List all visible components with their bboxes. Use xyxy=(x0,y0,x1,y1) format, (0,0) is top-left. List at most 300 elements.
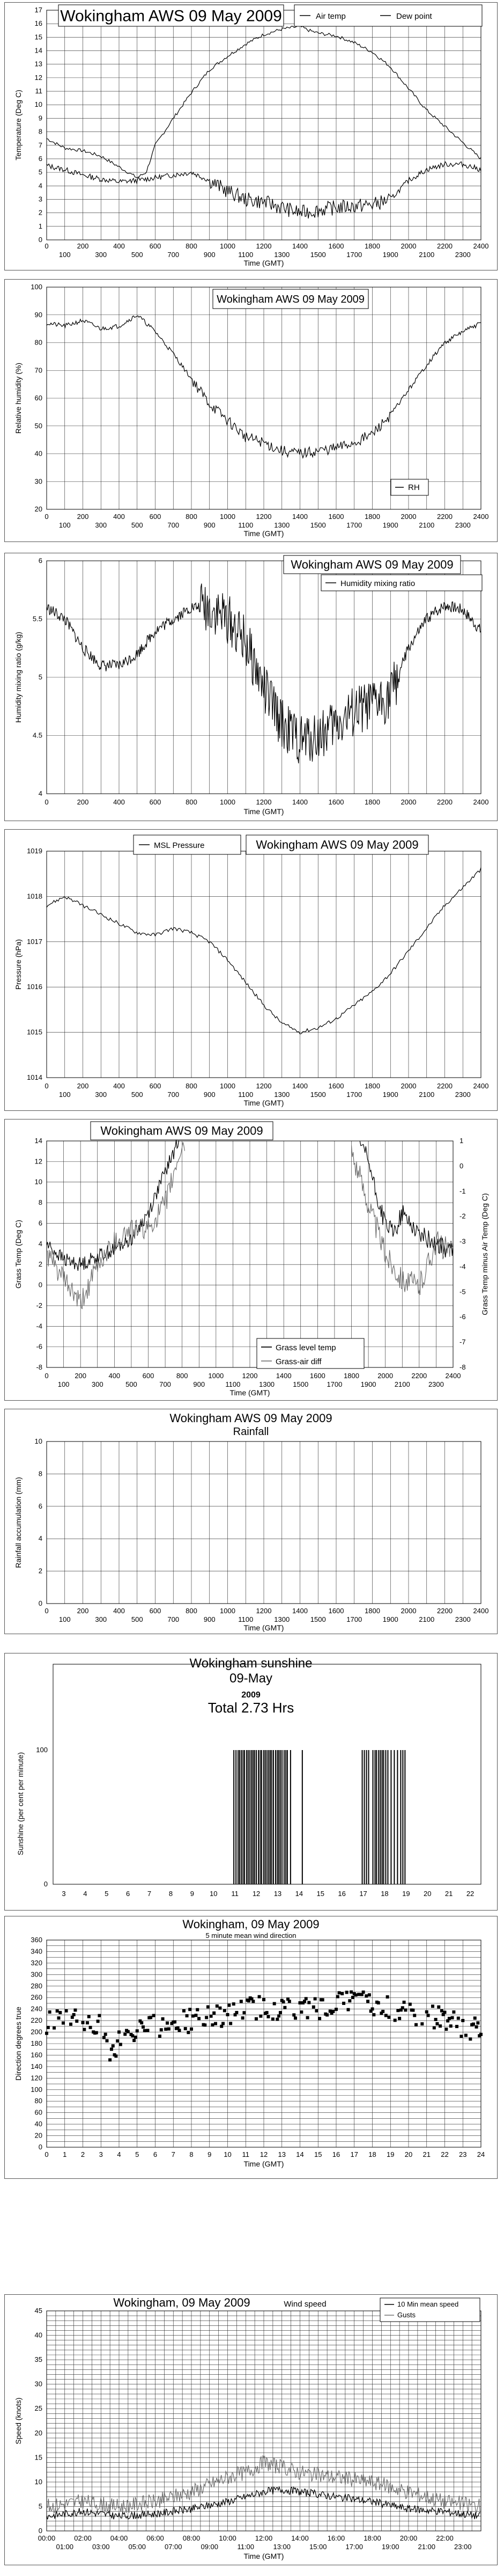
x-tick-label: 2300 xyxy=(455,521,471,529)
chart-title: Wokingham AWS 09 May 2009 xyxy=(169,1411,332,1425)
mixing-ratio-chart-panel xyxy=(4,553,498,821)
x-tick-label: 600 xyxy=(149,1607,161,1615)
wind-direction-point xyxy=(288,2000,291,2003)
y-tick-label: 160 xyxy=(31,2051,42,2059)
x-tick-label: 400 xyxy=(113,513,125,521)
wind-direction-point xyxy=(58,2011,62,2014)
x-tick-label: 0 xyxy=(45,1372,49,1380)
wind-direction-point xyxy=(45,2032,48,2035)
y-tick-label: 220 xyxy=(31,2016,42,2025)
chart-title: Wokingham, 09 May 2009 xyxy=(113,2296,250,2309)
y-tick-label: 5 xyxy=(38,2502,42,2511)
y-tick-label: 8 xyxy=(38,1198,42,1207)
x-tick-label: 1600 xyxy=(328,513,344,521)
wind-direction-point xyxy=(461,2019,464,2022)
y-tick-label: 5.5 xyxy=(32,614,42,623)
y-tick-label: 4 xyxy=(38,1534,42,1543)
wind-direction-point xyxy=(57,2016,61,2019)
y-tick-label: 45 xyxy=(34,2307,42,2315)
x-tick-label: 600 xyxy=(142,1372,154,1380)
x-tick-label: 1100 xyxy=(238,521,254,529)
y-tick-label: 320 xyxy=(31,1958,42,1967)
wind-direction-point xyxy=(283,2006,286,2009)
wind-direction-point xyxy=(347,2008,350,2011)
pressure-chart xyxy=(5,830,497,1110)
y-tick-label: 17 xyxy=(34,6,42,14)
x-tick-label: 1300 xyxy=(274,251,290,259)
x-tick-label: 1700 xyxy=(346,251,362,259)
x-tick-label: 20 xyxy=(424,1890,432,1898)
wind-direction-point xyxy=(166,2022,169,2025)
wind-direction-point xyxy=(335,2008,338,2011)
y-tick-label: 0 xyxy=(43,1880,48,1888)
y-tick-label: -6 xyxy=(36,1342,42,1351)
x-tick-label: 800 xyxy=(186,1082,197,1090)
x-tick-label: 700 xyxy=(167,1091,180,1099)
y-tick-label: 1016 xyxy=(27,983,42,991)
x-tick-label: 2100 xyxy=(419,1615,435,1623)
wind-direction-point xyxy=(401,2006,404,2009)
wind-direction-point xyxy=(307,2001,310,2004)
x-tick-label: 12 xyxy=(260,2150,268,2158)
legend-label-pressure: MSL Pressure xyxy=(154,841,205,850)
x-tick-label: 19 xyxy=(402,1890,410,1898)
wind-direction-point xyxy=(396,2009,399,2012)
x-tick-label: 1900 xyxy=(360,1380,376,1388)
wind-direction-point xyxy=(435,2022,439,2025)
x-tick-label: 2200 xyxy=(437,798,453,806)
wind-direction-point xyxy=(299,2001,302,2004)
x-tick-label: 2100 xyxy=(419,251,435,259)
x-tick-label: 20 xyxy=(404,2150,413,2158)
x-tick-label: 1800 xyxy=(365,242,380,250)
x-tick-label: 1600 xyxy=(328,1082,344,1090)
x-axis-label: Time (GMT) xyxy=(243,807,284,816)
x-tick-label: 06:00 xyxy=(146,2534,164,2542)
wind-direction-point xyxy=(86,2021,89,2024)
chart-title: Wokingham, 09 May 2009 xyxy=(182,1918,320,1931)
x-tick-label: 1000 xyxy=(220,513,235,521)
chart-title: Wokingham sunshine xyxy=(189,1656,313,1671)
wind-direction-point xyxy=(226,2013,229,2016)
mixing-ratio-chart xyxy=(5,553,497,821)
wind-direction-point xyxy=(191,2014,195,2017)
wind-direction-point xyxy=(214,2022,217,2025)
wind-direction-point xyxy=(173,2020,176,2023)
wind-direction-point xyxy=(112,2044,115,2047)
wind-direction-point xyxy=(282,2000,285,2003)
x-tick-label: 500 xyxy=(131,1615,143,1623)
y-tick-label: 40 xyxy=(34,2331,42,2339)
x-tick-label: 2100 xyxy=(419,521,435,529)
wind-direction-point xyxy=(229,2022,232,2025)
y-tick-label: 100 xyxy=(31,2085,42,2094)
x-tick-label: 100 xyxy=(58,521,71,529)
x-tick-label: 0 xyxy=(45,1607,49,1615)
wind-direction-point xyxy=(136,2029,139,2032)
y-tick-label: 4.5 xyxy=(32,731,42,740)
wind-direction-point xyxy=(119,2043,122,2046)
y-tick-label: -7 xyxy=(459,1338,466,1346)
x-tick-label: 900 xyxy=(203,521,216,529)
wind-direction-point xyxy=(188,2008,191,2011)
y-tick-label: 9 xyxy=(38,114,42,122)
x-tick-label: 800 xyxy=(186,1607,197,1615)
wind-direction-point xyxy=(459,2035,463,2038)
x-tick-label: 100 xyxy=(58,251,71,259)
series-line-gusts xyxy=(47,2455,480,2513)
wind-direction-point xyxy=(449,2024,453,2028)
wind-direction-point xyxy=(72,2013,76,2016)
rainfall-chart-panel xyxy=(4,1409,498,1634)
humidity-chart-panel xyxy=(4,279,498,542)
x-tick-label: 1900 xyxy=(382,251,398,259)
y-tick-label: 70 xyxy=(34,366,42,375)
y-tick-label: 14 xyxy=(34,1137,42,1145)
y-tick-label: 200 xyxy=(31,2028,42,2036)
y-tick-label: 1018 xyxy=(27,892,42,901)
wind-direction-point xyxy=(294,2016,297,2019)
wind-direction-point xyxy=(476,2021,479,2024)
wind-direction-point xyxy=(464,2034,468,2037)
wind-direction-point xyxy=(116,2039,119,2043)
x-tick-label: 1200 xyxy=(256,1082,272,1090)
wind-direction-point xyxy=(131,2034,134,2037)
x-tick-label: 4 xyxy=(83,1890,87,1898)
x-tick-label: 10:00 xyxy=(219,2534,236,2542)
wind-direction-point xyxy=(321,1998,324,2001)
y-tick-label: 2 xyxy=(38,1567,42,1575)
x-tick-label: 200 xyxy=(77,1082,89,1090)
wind-direction-point xyxy=(350,1990,353,1994)
chart-title: Wokingham AWS 09 May 2009 xyxy=(217,294,365,305)
x-tick-label: 900 xyxy=(203,1615,216,1623)
x-tick-label: 700 xyxy=(167,521,180,529)
y-tick-label: 13 xyxy=(34,60,42,68)
wind-direction-point xyxy=(240,2000,243,2003)
wind-direction-point xyxy=(140,2021,143,2024)
chart-title: Wokingham AWS 09 May 2009 xyxy=(256,838,419,852)
y-tick-label: 90 xyxy=(34,310,42,319)
x-tick-label: 1500 xyxy=(310,1091,326,1099)
y-tick-label: 260 xyxy=(31,1993,42,2002)
x-tick-label: 8 xyxy=(168,1890,173,1898)
y-axis-label: Rainfall accumulation (mm) xyxy=(14,1477,23,1568)
y-tick-label: 40 xyxy=(34,449,42,458)
x-tick-label: 0 xyxy=(45,1082,49,1090)
x-tick-label: 1800 xyxy=(365,1082,380,1090)
wind-direction-point xyxy=(83,2028,86,2031)
x-tick-label: 16:00 xyxy=(327,2534,345,2542)
x-tick-label: 1000 xyxy=(208,1372,224,1380)
x-axis-label: Time (GMT) xyxy=(243,259,284,267)
wind-direction-point xyxy=(398,2017,401,2020)
wind-direction-point xyxy=(276,2018,279,2021)
y-tick-label: 6 xyxy=(38,1219,42,1227)
x-tick-label: 23 xyxy=(459,2150,467,2158)
x-tick-label: 1400 xyxy=(292,798,308,806)
wind-direction-point xyxy=(149,2016,152,2019)
wind-direction-point xyxy=(259,2015,262,2018)
wind-direction-point xyxy=(216,2004,219,2008)
y-tick-label: 3 xyxy=(38,195,42,203)
x-tick-label: 2300 xyxy=(455,1091,471,1099)
x-tick-label: 2300 xyxy=(455,1615,471,1623)
x-tick-label: 14 xyxy=(295,1890,303,1898)
x-tick-label: 200 xyxy=(77,242,89,250)
wind-direction-point xyxy=(371,2007,374,2010)
wind-direction-point xyxy=(300,2010,303,2014)
x-tick-label: 2200 xyxy=(437,1607,453,1615)
x-tick-label: 01:00 xyxy=(56,2543,74,2551)
y-tick-label: 30 xyxy=(34,477,42,486)
wind-direction-point xyxy=(53,2026,56,2030)
legend-label-air-temp: Air temp xyxy=(316,12,346,21)
y-tick-label: 10 xyxy=(34,1437,42,1445)
wind-direction-point xyxy=(205,2016,208,2019)
wind-direction-point xyxy=(178,2029,181,2032)
x-tick-label: 1100 xyxy=(225,1380,241,1388)
x-tick-label: 500 xyxy=(131,251,143,259)
x-tick-label: 2400 xyxy=(473,1607,489,1615)
wind-direction-point xyxy=(218,2007,221,2010)
wind-direction-point xyxy=(414,2023,418,2026)
wind-direction-point xyxy=(241,2016,244,2019)
temperature-chart-panel xyxy=(4,2,498,270)
x-tick-label: 2300 xyxy=(428,1380,444,1388)
x-tick-label: 400 xyxy=(113,1607,125,1615)
x-tick-label: 3 xyxy=(99,2150,103,2158)
x-axis-label: Time (GMT) xyxy=(243,529,284,538)
y-tick-label: 60 xyxy=(34,394,42,402)
wind-direction-point xyxy=(472,2023,475,2026)
pressure-chart-panel xyxy=(4,829,498,1111)
x-tick-label: 22 xyxy=(441,2150,449,2158)
wind-direction-point xyxy=(452,2010,455,2014)
x-tick-label: 1000 xyxy=(220,798,235,806)
wind-direction-point xyxy=(403,2001,406,2004)
wind-direction-point xyxy=(340,1992,344,1995)
wind-direction-point xyxy=(65,2009,68,2012)
x-tick-label: 1800 xyxy=(365,1607,380,1615)
x-tick-label: 2400 xyxy=(445,1372,461,1380)
x-tick-label: 2200 xyxy=(437,513,453,521)
x-tick-label: 500 xyxy=(125,1380,137,1388)
wind-direction-point xyxy=(368,1993,371,1996)
wind-direction-point xyxy=(62,2022,65,2025)
y-tick-label: 8 xyxy=(38,127,42,136)
x-tick-label: 12 xyxy=(252,1890,261,1898)
y-tick-label: -5 xyxy=(459,1287,466,1296)
x-tick-label: 1200 xyxy=(256,1607,272,1615)
y-tick-label: 11 xyxy=(35,87,42,96)
wind-direction-point xyxy=(413,2014,416,2017)
wind-direction-point xyxy=(277,2014,280,2017)
wind-direction-point xyxy=(210,2015,213,2018)
sunshine-chart-panel xyxy=(4,1653,498,1911)
x-tick-label: 3 xyxy=(62,1890,66,1898)
y-axis-label: Relative humidity (%) xyxy=(14,362,23,434)
y-tick-label: -8 xyxy=(459,1363,466,1371)
wind-direction-point xyxy=(196,2008,199,2011)
rainfall-chart xyxy=(5,1409,497,1634)
y-tick-label: 2 xyxy=(38,1260,42,1269)
x-tick-label: 1800 xyxy=(365,513,380,521)
wind-direction-point xyxy=(444,2028,448,2031)
legend-label-gusts: Gusts xyxy=(397,2311,416,2319)
wind-direction-point xyxy=(292,2014,295,2017)
y-tick-label: 1 xyxy=(38,222,42,230)
wind-direction-point xyxy=(315,2009,318,2012)
x-tick-label: 400 xyxy=(113,1082,125,1090)
wind-direction-point xyxy=(342,2002,345,2005)
chart-year: 2009 xyxy=(241,1690,261,1700)
legend-label-grass-air-diff: Grass-air diff xyxy=(276,1357,322,1366)
x-tick-label: 22 xyxy=(466,1890,475,1898)
wind-direction-point xyxy=(132,2039,136,2042)
x-tick-label: 1100 xyxy=(238,1615,254,1623)
wind-direction-point xyxy=(255,2017,258,2021)
wind-direction-point xyxy=(98,2014,101,2017)
wind-direction-point xyxy=(387,2016,390,2019)
x-tick-label: 11:00 xyxy=(237,2543,255,2551)
wind-direction-point xyxy=(203,2023,206,2026)
x-axis-label: Time (GMT) xyxy=(243,2552,284,2560)
x-tick-label: 1600 xyxy=(309,1372,325,1380)
x-tick-label: 300 xyxy=(91,1380,103,1388)
y-tick-label: 12 xyxy=(34,1157,42,1166)
x-tick-label: 16 xyxy=(332,2150,340,2158)
wind-direction-point xyxy=(190,2028,193,2031)
y-tick-label: 1017 xyxy=(27,937,42,946)
x-tick-label: 1400 xyxy=(292,1082,308,1090)
sunshine-chart xyxy=(5,1653,497,1910)
x-tick-label: 400 xyxy=(113,242,125,250)
x-tick-label: 900 xyxy=(203,1091,216,1099)
wind-direction-point xyxy=(187,2031,190,2034)
grid-lines xyxy=(47,287,481,509)
x-tick-label: 2100 xyxy=(394,1380,410,1388)
y-tick-label: -2 xyxy=(36,1301,42,1309)
x-tick-label: 1300 xyxy=(274,1091,290,1099)
x-tick-label: 1800 xyxy=(344,1372,359,1380)
wind-direction-point xyxy=(194,2014,197,2017)
wind-direction-point xyxy=(451,2016,454,2019)
x-tick-label: 1400 xyxy=(292,513,308,521)
wind-direction-point xyxy=(394,2018,397,2022)
wind-direction-point xyxy=(186,2014,189,2017)
y-tick-label: 1019 xyxy=(27,847,42,855)
y-tick-label: -4 xyxy=(459,1262,466,1271)
wind-direction-point xyxy=(220,2025,223,2028)
grass-temp-chart-panel xyxy=(4,1119,498,1401)
wind-direction-point xyxy=(381,2010,384,2013)
x-tick-label: 500 xyxy=(131,521,143,529)
wind-direction-point xyxy=(108,2058,112,2061)
y-tick-label: 7 xyxy=(38,141,42,149)
wind-direction-point xyxy=(427,2014,430,2017)
x-axis-label: Time (GMT) xyxy=(243,1099,284,1107)
wind-direction-point xyxy=(127,2030,130,2033)
x-tick-label: 18 xyxy=(368,2150,376,2158)
wind-direction-point xyxy=(247,1999,250,2002)
grid-lines xyxy=(47,561,481,794)
y-tick-label: 0 xyxy=(459,1161,464,1170)
wind-direction-point xyxy=(354,1993,358,1996)
y-tick-label: 60 xyxy=(34,2108,42,2117)
wind-direction-point xyxy=(114,2054,117,2058)
wind-direction-point xyxy=(455,2025,458,2028)
wind-direction-point xyxy=(271,2017,275,2021)
x-tick-label: 2400 xyxy=(473,798,489,806)
y-tick-label: 1015 xyxy=(27,1028,42,1036)
wind-direction-point xyxy=(448,2017,451,2020)
wind-direction-point xyxy=(325,2014,329,2017)
x-tick-label: 600 xyxy=(149,798,161,806)
wind-direction-point xyxy=(266,2015,270,2018)
x-tick-label: 18:00 xyxy=(364,2534,381,2542)
y-tick-label: -1 xyxy=(459,1187,466,1195)
wind-direction-point xyxy=(377,2001,380,2004)
x-tick-label: 1 xyxy=(63,2150,67,2158)
wind-direction-point xyxy=(306,2016,309,2019)
y-axis-label: Grass Temp minus Air Temp (Deg C) xyxy=(480,1193,489,1315)
x-tick-label: 300 xyxy=(95,251,107,259)
wind-direction-point xyxy=(457,2017,460,2020)
y-tick-label: -3 xyxy=(459,1237,466,1246)
y-tick-label: 4 xyxy=(38,1239,42,1248)
x-tick-label: 2000 xyxy=(401,1082,417,1090)
wind-direction-point xyxy=(338,1991,341,1994)
x-tick-label: 600 xyxy=(149,513,161,521)
x-tick-label: 2200 xyxy=(437,242,453,250)
wind-direction-point xyxy=(251,2000,255,2003)
chart-subtitle: Wind speed xyxy=(284,2300,327,2309)
wind-direction-point xyxy=(81,2021,85,2024)
wind-speed-chart xyxy=(5,2295,497,2565)
wind-direction-point xyxy=(206,2006,210,2009)
wind-direction-point xyxy=(146,2029,149,2032)
x-tick-label: 05:00 xyxy=(128,2543,146,2551)
x-tick-label: 1100 xyxy=(238,251,254,259)
wind-direction-point xyxy=(469,2037,472,2040)
y-tick-label: 10 xyxy=(34,1177,42,1186)
wind-direction-point xyxy=(351,1996,354,1999)
x-tick-label: 100 xyxy=(57,1380,70,1388)
wind-direction-point xyxy=(227,2004,231,2007)
grid-lines xyxy=(47,2311,481,2531)
x-axis-label: Time (GMT) xyxy=(243,1623,284,1632)
y-tick-label: 15 xyxy=(34,33,42,41)
x-tick-label: 15 xyxy=(314,2150,322,2158)
x-tick-label: 300 xyxy=(95,521,107,529)
x-tick-label: 900 xyxy=(193,1380,205,1388)
x-tick-label: 900 xyxy=(203,251,216,259)
x-tick-label: 13:00 xyxy=(273,2543,291,2551)
wind-direction-point xyxy=(235,2011,238,2014)
x-tick-label: 21 xyxy=(444,1890,453,1898)
chart-subtitle: 5 minute mean wind direction xyxy=(205,1931,297,1940)
wind-direction-point xyxy=(87,2015,91,2018)
x-tick-label: 19 xyxy=(387,2150,395,2158)
wind-direction-point xyxy=(411,2009,414,2012)
wind-direction-point xyxy=(95,2031,98,2035)
wind-direction-point xyxy=(223,2009,226,2012)
wind-direction-point xyxy=(479,2033,483,2036)
wind-direction-point xyxy=(279,2011,282,2014)
x-tick-label: 02:00 xyxy=(74,2534,92,2542)
y-tick-label: -8 xyxy=(36,1363,42,1371)
